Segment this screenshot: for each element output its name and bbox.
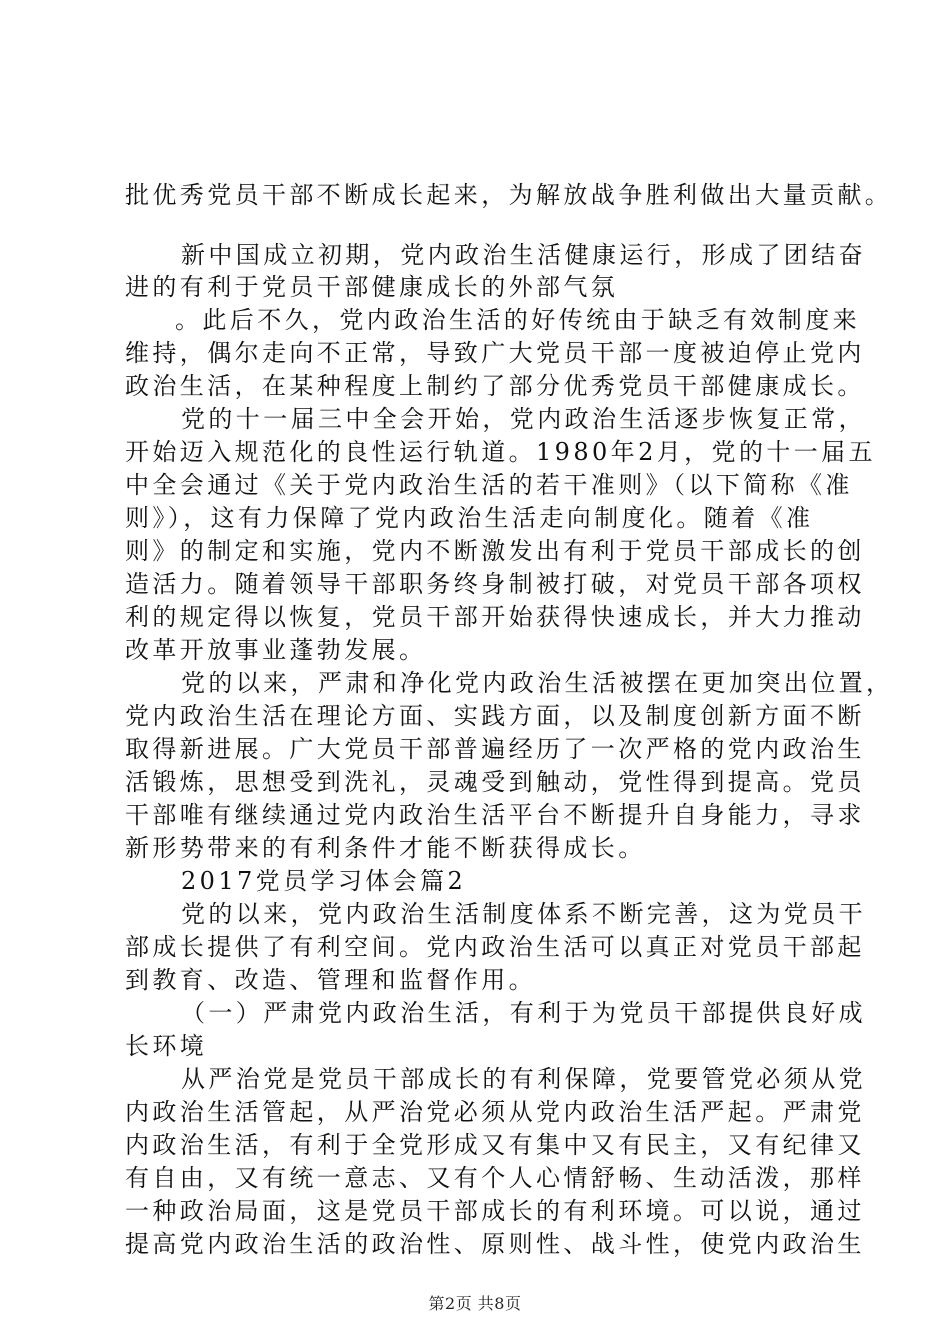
text-line: 造活力。随着领导干部职务终身制被打破，对党员干部各项权 [125, 570, 865, 598]
text-line: 内政治生活，有利于全党形成又有集中又有民主，又有纪律又 [125, 1131, 865, 1159]
text-line: 则》），这有力保障了党内政治生活走向制度化。随着《准 [125, 504, 814, 532]
text-line: 批优秀党员干部不断成长起来，为解放战争胜利做出大量贡献。 [125, 181, 893, 209]
text-line: 新形势带来的有利条件才能不断获得成长。 [125, 834, 646, 862]
text-line: 改革开放事业蓬勃发展。 [125, 636, 427, 664]
text-line: 一种政治局面，这是党员干部成长的有利环境。可以说，通过 [125, 1197, 865, 1225]
text-line: 活锻炼，思想受到洗礼，灵魂受到触动，党性得到提高。党员 [125, 768, 865, 796]
text-line: 从严治党是党员干部成长的有利保障，党要管党必须从党 [181, 1065, 866, 1093]
text-line: 党内政治生活在理论方面、实践方面，以及制度创新方面不断 [125, 702, 865, 730]
text-line: 提高党内政治生活的政治性、原则性、战斗性，使党内政治生 [125, 1230, 865, 1258]
text-line: 到教育、改造、管理和监督作用。 [125, 966, 536, 994]
text-line: 干部唯有继续通过党内政治生活平台不断提升自身能力，寻求 [125, 801, 865, 829]
text-line: 党的以来，严肃和净化党内政治生活被摆在更加突出位置， [181, 669, 894, 697]
text-line: 则》的制定和实施，党内不断激发出有利于党员干部成长的创 [125, 537, 865, 565]
text-line: 党的十一届三中全会开始，党内政治生活逐步恢复正常， [181, 405, 866, 433]
text-line: 开始迈入规范化的良性运行轨道。1980年2月，党的十一届五 [125, 438, 876, 466]
section-heading: 2017党员学习体会篇2 [181, 867, 467, 895]
subsection-heading: 长环境 [125, 1032, 208, 1060]
subsection-heading: （一）严肃党内政治生活，有利于为党员干部提供良好成 [181, 999, 866, 1027]
text-line: 党的以来，党内政治生活制度体系不断完善，这为党员干 [181, 900, 866, 928]
text-line: 新中国成立初期，党内政治生活健康运行，形成了团结奋 [181, 241, 866, 269]
text-line: 中全会通过《关于党内政治生活的若干准则》（以下简称《准 [125, 471, 853, 499]
page-number-footer: 第2页 共8页 [428, 1294, 522, 1313]
text-line: 进的有利于党员干部健康成长的外部气氛 [125, 273, 619, 301]
text-line: 有自由，又有统一意志、又有个人心情舒畅、生动活泼，那样 [125, 1164, 865, 1192]
text-line: 部成长提供了有利空间。党内政治生活可以真正对党员干部起 [125, 933, 865, 961]
text-line: 内政治生活管起，从严治党必须从党内政治生活严起。严肃党 [125, 1098, 865, 1126]
text-line: 取得新进展。广大党员干部普遍经历了一次严格的党内政治生 [125, 735, 865, 763]
text-line: 利的规定得以恢复，党员干部开始获得快速成长，并大力推动 [125, 603, 865, 631]
text-line: 政治生活，在某种程度上制约了部分优秀党员干部健康成长。 [125, 372, 865, 400]
text-line: 维持，偶尔走向不正常，导致广大党员干部一度被迫停止党内 [125, 339, 865, 367]
text-line: 。此后不久，党内政治生活的好传统由于缺乏有效制度来 [175, 306, 860, 334]
